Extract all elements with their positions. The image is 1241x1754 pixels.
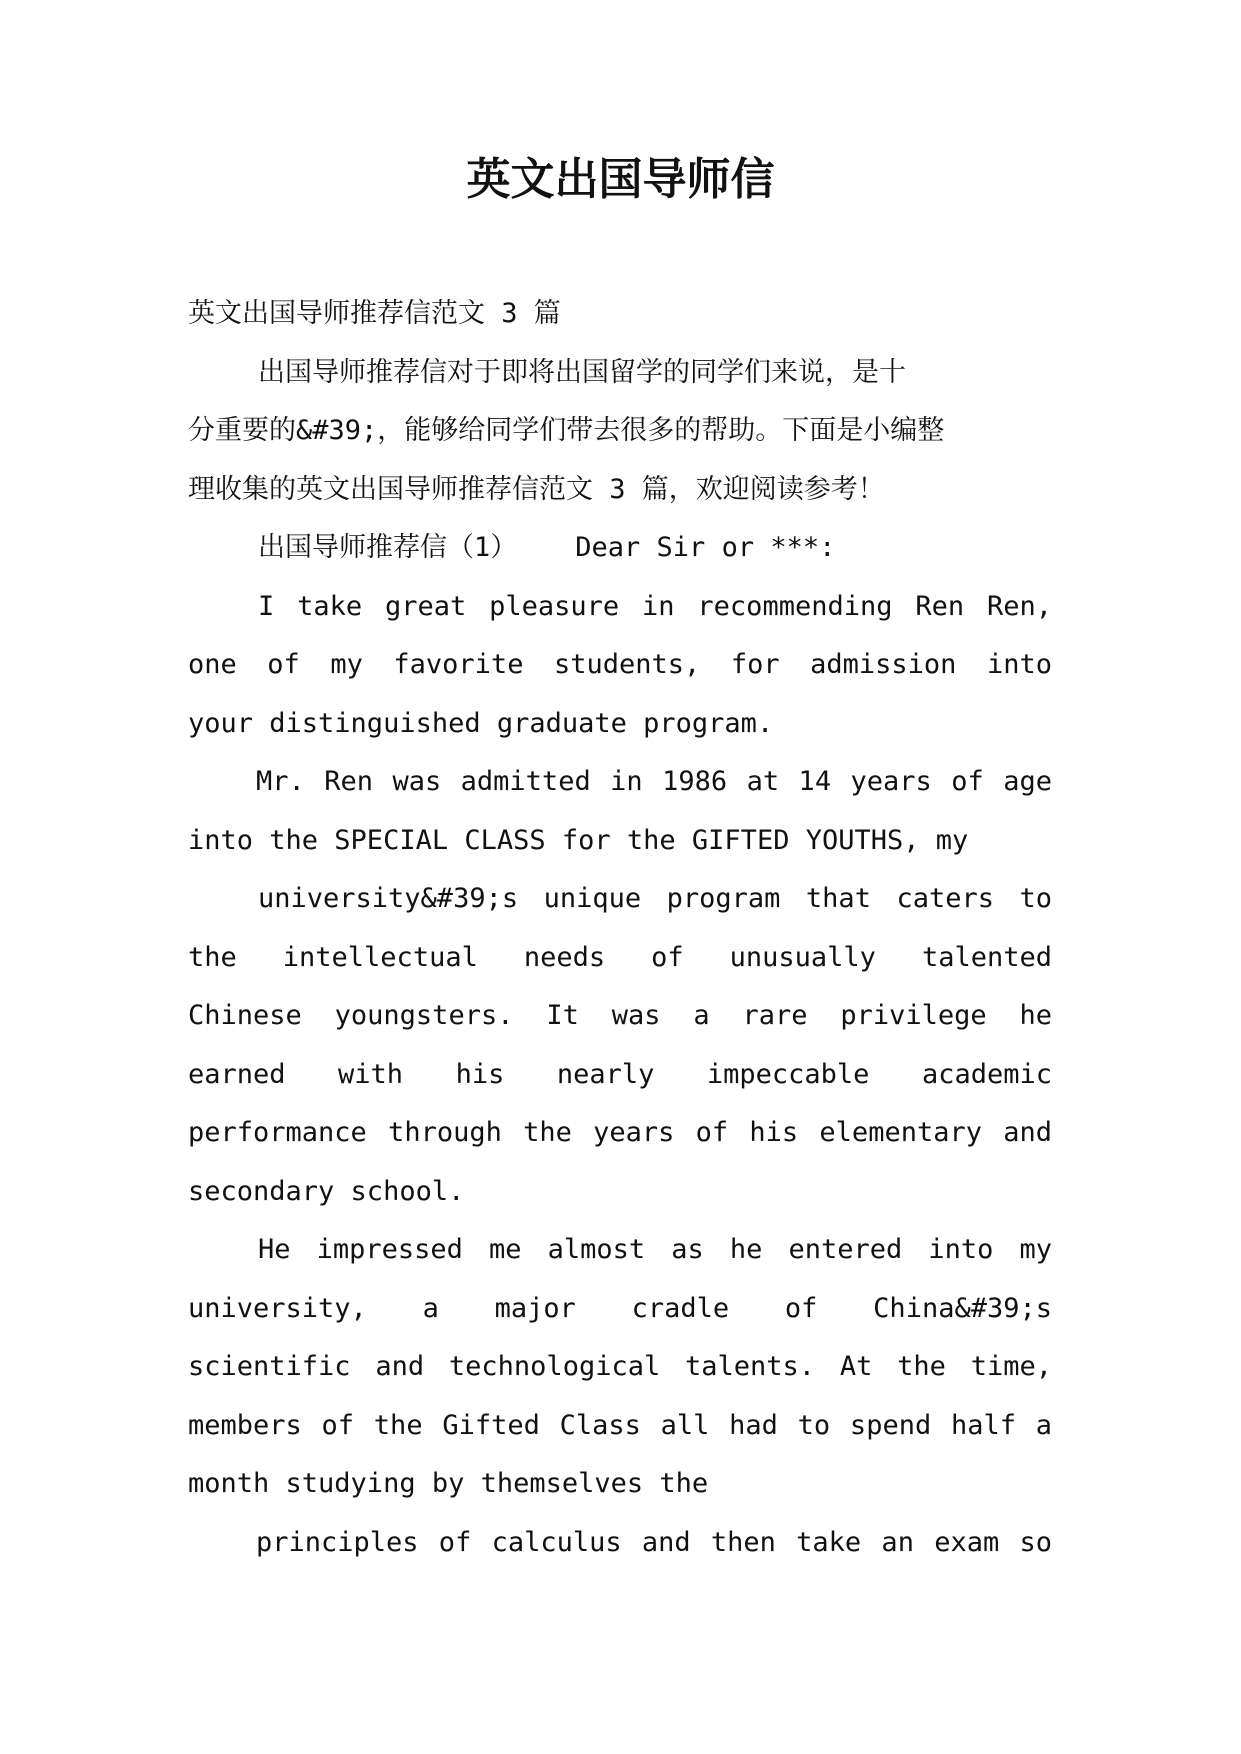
document-body <box>188 285 1052 1572</box>
paragraph-line: secondary school. <box>188 1175 465 1207</box>
paragraph-line: Chinese youngsters. It was a rare privilege he <box>188 1000 1052 1031</box>
paragraph-line: principles of calculus and then take an exam so <box>256 1526 1052 1558</box>
paragraph-line: university, a major cradle of China&#39;s <box>188 1292 1052 1324</box>
paragraph-line: your distinguished graduate program. <box>188 707 774 739</box>
letter-heading: 出国导师推荐信（1） <box>258 532 518 563</box>
intro-line: 出国导师推荐信对于即将出国留学的同学们来说，是十 <box>258 356 906 388</box>
document-subtitle: 英文出国导师推荐信范文 3 篇 <box>188 298 561 329</box>
paragraph-line: university&#39;s unique program that caters to <box>258 883 1052 914</box>
letter-heading-line <box>188 519 1052 578</box>
paragraph-line: He impressed me almost as he entered into my <box>258 1234 1052 1265</box>
paragraph-line: into the SPECIAL CLASS for the GIFTED YOUTHS, my <box>188 824 969 856</box>
paragraph-line: performance through the years of his elementary and <box>188 1117 1052 1148</box>
paragraph-line: scientific and technological talents. At the time, <box>188 1351 1052 1382</box>
paragraph-line: the intellectual needs of unusually talented <box>188 941 1052 973</box>
paragraph-line: I take great pleasure in recommending Ren Ren, <box>258 590 1052 622</box>
paragraph-line: month studying by themselves the <box>188 1468 709 1499</box>
intro-line: 理收集的英文出国导师推荐信范文 3 篇，欢迎阅读参考！ <box>188 473 885 505</box>
paragraph-line: one of my favorite students, for admission into <box>188 649 1052 680</box>
intro-line: 分重要的&#39;，能够给同学们带去很多的帮助。下面是小编整 <box>188 415 945 446</box>
paragraph-line: Mr. Ren was admitted in 1986 at 14 years of age <box>256 766 1052 797</box>
paragraph-line: earned with his nearly impeccable academic <box>188 1058 1052 1090</box>
salutation: Dear Sir or ***: <box>575 532 836 563</box>
document-title: 英文出国导师信 <box>466 154 775 205</box>
paragraph-line: members of the Gifted Class all had to spend half a <box>188 1409 1052 1441</box>
